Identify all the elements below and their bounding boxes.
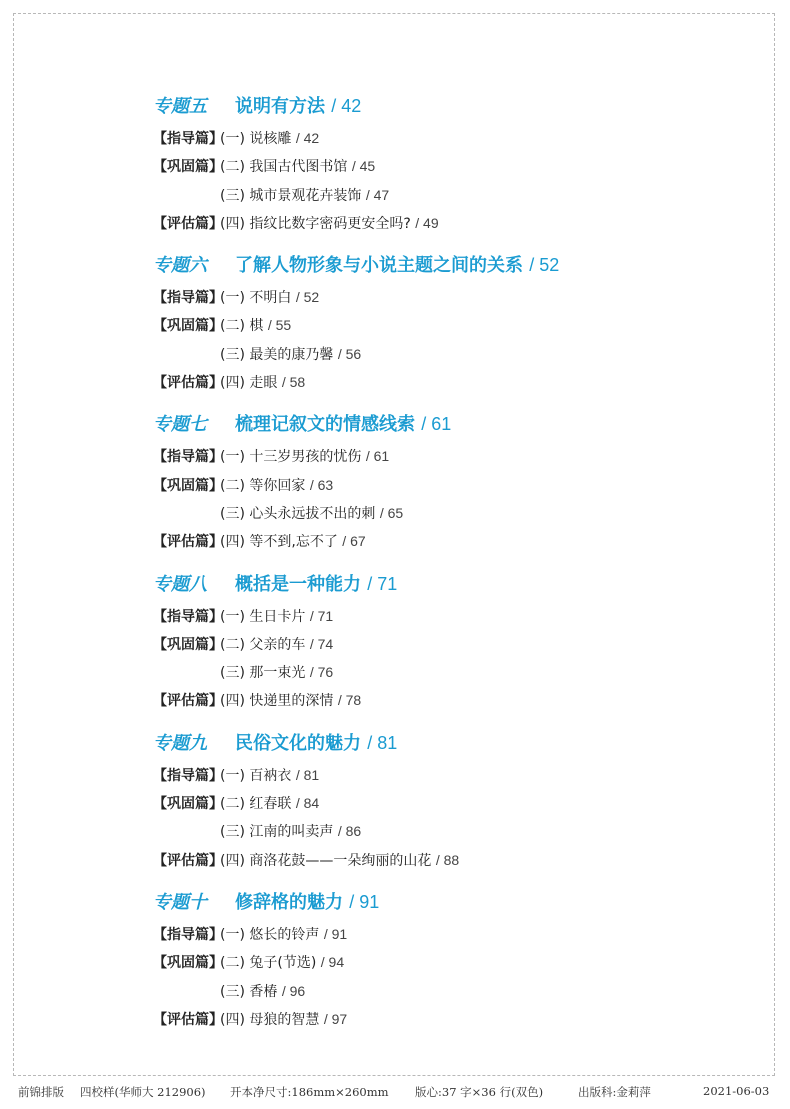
entry-index: (三) [220,187,245,204]
entry-tag: 【指导篇】 [153,449,223,466]
entry-index: (三) [220,824,245,841]
entry-index: (二) [220,477,245,494]
section-title: 了解人物形象与小说主题之间的关系 [235,255,523,277]
entry-index: (四) [220,852,245,869]
entry-title: 不明白 [249,290,292,307]
section-title: 梳理记叙文的情感线索 [235,414,415,436]
entry-tag: 【评估篇】 [153,693,223,710]
entry-title: 等不到,忘不了 [249,534,338,551]
section-heading [153,566,753,602]
entry-title: 父亲的车 [249,636,306,653]
entry-title: 商洛花鼓——一朵绚丽的山花 [249,852,432,869]
entry-index: (四) [220,693,245,710]
table-of-contents [153,88,753,1043]
entry-title: 等你回家 [249,477,306,494]
entry-page: / 52 [295,289,320,306]
entry-index: (二) [220,318,245,335]
entry-tag: 【巩固篇】 [153,636,223,653]
entry-title: 城市景观花卉装饰 [249,187,362,204]
section-number: 专题十 [153,891,207,913]
entry-title: 生日卡片 [249,608,306,625]
entry-title: 十三岁男孩的忧伤 [249,449,362,466]
entry-title: 那一束光 [249,665,306,682]
entry-tag: 【指导篇】 [153,926,223,943]
entry-page: / 97 [323,1010,348,1027]
entry-tag: 【评估篇】 [153,534,223,551]
toc-section [153,566,753,715]
toc-entry[interactable] [153,124,753,152]
toc-entry[interactable] [153,442,753,470]
entry-page: / 55 [267,317,292,334]
toc-section [153,725,753,874]
footer-editor: 出版科:金莉萍 [578,1085,651,1099]
entry-index: (一) [220,926,245,943]
section-number: 专题五 [153,96,207,117]
entry-title: 说核雕 [249,131,292,147]
entry-page: / 76 [309,664,334,681]
entry-title: 母狼的智慧 [249,1011,320,1028]
toc-entry[interactable] [153,499,753,527]
entry-title: 快递里的深情 [249,693,334,710]
toc-entry[interactable] [153,630,753,658]
entry-tag: 【评估篇】 [153,1011,223,1028]
entry-title: 红春联 [249,796,292,813]
section-number: 专题六 [153,255,207,277]
footer-proof: 四校样(华师大 212906) [80,1085,206,1099]
entry-index: (二) [220,636,245,653]
entry-title: 百衲衣 [249,767,292,784]
section-heading [153,884,753,920]
section-heading [153,406,753,442]
entry-tag: 【巩固篇】 [153,955,223,972]
entry-tag: 【评估篇】 [153,215,223,232]
entry-page: / 63 [309,476,334,493]
entry-title: 兔子(节选) [249,955,317,972]
section-page: / 52 [529,255,560,276]
entry-index: (二) [220,159,245,176]
entry-page: / 71 [309,607,334,624]
entry-page: / 42 [295,130,320,146]
toc-entry[interactable] [153,340,753,368]
entry-title: 我国古代图书馆 [249,159,348,176]
entry-index: (三) [220,505,245,522]
toc-entry[interactable] [153,209,753,237]
toc-entry[interactable] [153,789,753,817]
toc-entry[interactable] [153,368,753,396]
entry-index: (三) [220,983,245,1000]
toc-entry[interactable] [153,658,753,686]
entry-index: (一) [220,290,245,307]
entry-index: (四) [220,534,245,551]
entry-index: (三) [220,665,245,682]
entry-tag: 【巩固篇】 [153,796,223,813]
entry-page: / 91 [323,925,348,942]
section-page: / 71 [367,573,398,594]
footer-date: 2021-06-03 [703,1084,770,1098]
entry-page: / 88 [435,851,460,868]
entry-page: / 78 [337,692,362,709]
toc-entry[interactable] [153,846,753,874]
entry-index: (一) [220,131,245,147]
section-page: / 42 [331,96,362,116]
section-number: 专题七 [153,414,207,436]
section-title: 修辞格的魅力 [235,891,343,913]
toc-entry[interactable] [153,1005,753,1033]
toc-section [153,884,753,1033]
toc-section [153,406,753,555]
entry-title: 指纹比数字密码更安全吗? [249,215,411,232]
section-heading [153,247,753,283]
toc-entry[interactable] [153,948,753,976]
entry-tag: 【巩固篇】 [153,318,223,335]
entry-title: 棋 [249,318,264,335]
toc-entry[interactable] [153,152,753,180]
entry-page: / 65 [379,504,404,521]
entry-page: / 84 [295,795,320,812]
footer-typesetter: 前锦排版 [18,1085,64,1099]
toc-entry[interactable] [153,311,753,339]
entry-page: / 47 [365,186,390,203]
entry-page: / 86 [337,823,362,840]
section-page: / 81 [367,732,398,753]
entry-tag: 【评估篇】 [153,852,223,869]
entry-index: (四) [220,1011,245,1028]
entry-index: (四) [220,375,245,392]
entry-tag: 【指导篇】 [153,131,223,147]
entry-index: (四) [220,215,245,232]
footer-layout: 版心:37 字×36 行(双色) [415,1085,544,1099]
entry-tag: 【巩固篇】 [153,477,223,494]
entry-title: 江南的叫卖声 [249,824,334,841]
footer-size: 开本净尺寸:186mm×260mm [230,1085,389,1099]
toc-section [153,88,753,237]
toc-section [153,247,753,396]
toc-entry[interactable] [153,920,753,948]
section-title: 说明有方法 [235,96,325,117]
entry-index: (一) [220,608,245,625]
toc-entry[interactable] [153,977,753,1005]
section-page: / 91 [349,891,380,912]
entry-page: / 61 [365,448,390,465]
entry-page: / 67 [342,533,366,550]
toc-entry[interactable] [153,471,753,499]
section-number: 专题八 [153,573,207,595]
entry-tag: 【指导篇】 [153,290,223,307]
section-title: 民俗文化的魅力 [235,732,361,754]
entry-page: / 56 [337,345,362,362]
entry-page: / 45 [351,158,376,175]
section-title: 概括是一种能力 [235,573,361,595]
entry-index: (一) [220,449,245,466]
entry-title: 心头永远拔不出的刺 [249,505,376,522]
section-number: 专题九 [153,732,207,754]
toc-entry[interactable] [153,527,753,555]
entry-title: 香椿 [249,983,278,1000]
entry-index: (二) [220,796,245,813]
entry-page: / 58 [281,374,306,391]
entry-index: (一) [220,767,245,784]
toc-entry[interactable] [153,181,753,209]
entry-page: / 49 [415,214,439,231]
toc-entry[interactable] [153,686,753,714]
section-heading [153,725,753,761]
toc-entry[interactable] [153,602,753,630]
entry-page: / 74 [309,635,334,652]
entry-page: / 96 [281,982,306,999]
entry-index: (二) [220,955,245,972]
entry-page: / 94 [320,954,345,971]
toc-entry[interactable] [153,817,753,845]
toc-entry[interactable] [153,283,753,311]
entry-tag: 【巩固篇】 [153,159,223,176]
entry-title: 悠长的铃声 [249,926,320,943]
entry-title: 最美的康乃馨 [249,346,334,363]
toc-entry[interactable] [153,761,753,789]
entry-tag: 【评估篇】 [153,375,223,392]
print-footer [18,1084,778,1104]
entry-index: (三) [220,346,245,363]
entry-title: 走眼 [249,375,278,392]
entry-tag: 【指导篇】 [153,608,223,625]
section-heading [153,88,753,124]
entry-tag: 【指导篇】 [153,767,223,784]
section-page: / 61 [421,414,452,435]
entry-page: / 81 [295,766,320,783]
